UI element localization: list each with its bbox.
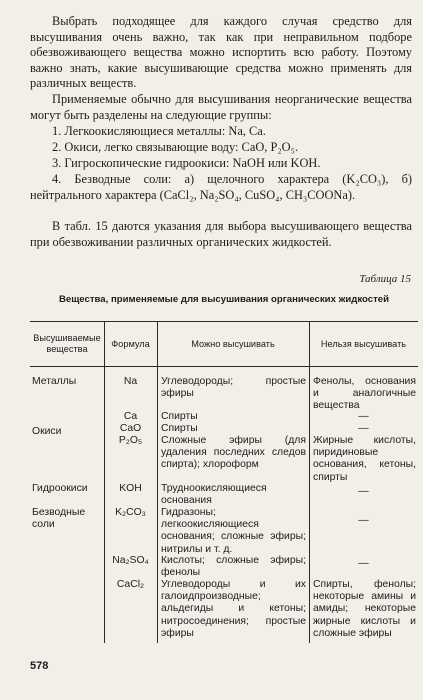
table-caption: Таблица 15 [359, 273, 411, 285]
cell-cannot-dry: — [358, 423, 369, 434]
cell-formula: KOH [119, 483, 142, 494]
cell-cannot-dry: — [358, 515, 369, 526]
column-header-can-dry: Можно высушивать [191, 339, 275, 349]
cell-can-dry: Углеводороды и их галоидпроизводные; альдегиды и кетоны; нитросоединения; простые эфиры [161, 579, 306, 639]
column-divider [309, 321, 310, 643]
cell-group: Металлы [32, 376, 77, 387]
cell-can-dry: Спирты [161, 411, 198, 422]
cell-formula: CaO [119, 423, 142, 434]
cell-cannot-dry: — [358, 486, 369, 497]
column-header-formula: Формула [111, 339, 150, 349]
cell-formula: Ca [123, 411, 138, 422]
page-number: 578 [30, 660, 49, 672]
cell-cannot-dry: Жирные кислоты, пиридиновые основания, кетоны, спирты [313, 435, 416, 483]
table-header-border [30, 366, 418, 367]
cell-can-dry: Углеводороды; простые эфиры [161, 376, 306, 400]
cell-group: Окиси [32, 426, 62, 437]
table-top-border [30, 321, 418, 322]
cell-cannot-dry: Фенолы, основания и аналогичные вещества [313, 376, 416, 412]
cell-group: Гидроокиси [32, 483, 88, 494]
list-item-metals: 1. Легкоокисляющиеся металлы: Na, Ca. [52, 124, 266, 138]
cell-can-dry: Сложные эфиры (для удаления последних следов спирта); хлороформ [161, 435, 306, 471]
cell-formula: K₂CO₃ [115, 507, 146, 518]
cell-formula: CaCl₂ [116, 579, 145, 590]
cell-can-dry: Трудноокисляющиеся основания [161, 483, 267, 507]
column-header-substance: Высушиваемые вещества [33, 333, 101, 354]
cell-formula: Na [123, 376, 138, 387]
cell-cannot-dry: Спирты, фенолы; некоторые амины и амиды; некоторые жирные кислоты и сложные эфиры [313, 579, 416, 639]
table-title: Вещества, применяемые для высушивания органических жидкостей [58, 294, 390, 305]
column-divider [157, 321, 158, 643]
paragraph-salts: 4. Безводные соли: а) щелочного характера (K₂CO₃), б) нейтрального характера (CaCl₂, Na₂SO₄, CuSO₄, CH₃COONa). [30, 172, 412, 202]
list-item-oxides: 2. Окиси, легко связывающие воду: CaO, P₂O₅. [52, 140, 299, 154]
cell-formula: P₂O₅ [118, 435, 143, 446]
column-header-cannot-dry: Нельзя высушивать [320, 339, 407, 349]
paragraph-table-ref: В табл. 15 даются указания для выбора высушивающего вещества при обезвоживании различных органических жидкостей. [30, 219, 412, 249]
cell-group: Безводные соли [32, 507, 86, 531]
paragraph-intro: Выбрать подходящее для каждого случая средство для высушивания очень важно, так как при неправильном подборе обезвоживающего вещества можно испортить всю работу. Поэтому важно знать, какие высушивающие средства можно применять для различных веществ. [30, 14, 412, 91]
cell-formula: Na₂SO₄ [112, 555, 149, 566]
paragraph-groups: Применяемые обычно для высушивания неорганические вещества могут быть разделены на следующие группы: [30, 92, 412, 122]
cell-can-dry: Спирты [161, 423, 198, 434]
cell-cannot-dry: — [358, 558, 369, 569]
cell-can-dry: Гидразоны; легкоокисляющиеся основания; сложные эфиры; нитрилы и т. д. [161, 507, 306, 555]
cell-can-dry: Кислоты; сложные эфиры; фенолы [161, 555, 306, 579]
cell-cannot-dry: — [358, 411, 369, 422]
list-item-hydroxides: 3. Гигроскопические гидроокиси: NaOH или KOH. [52, 156, 321, 170]
column-divider [104, 321, 105, 643]
